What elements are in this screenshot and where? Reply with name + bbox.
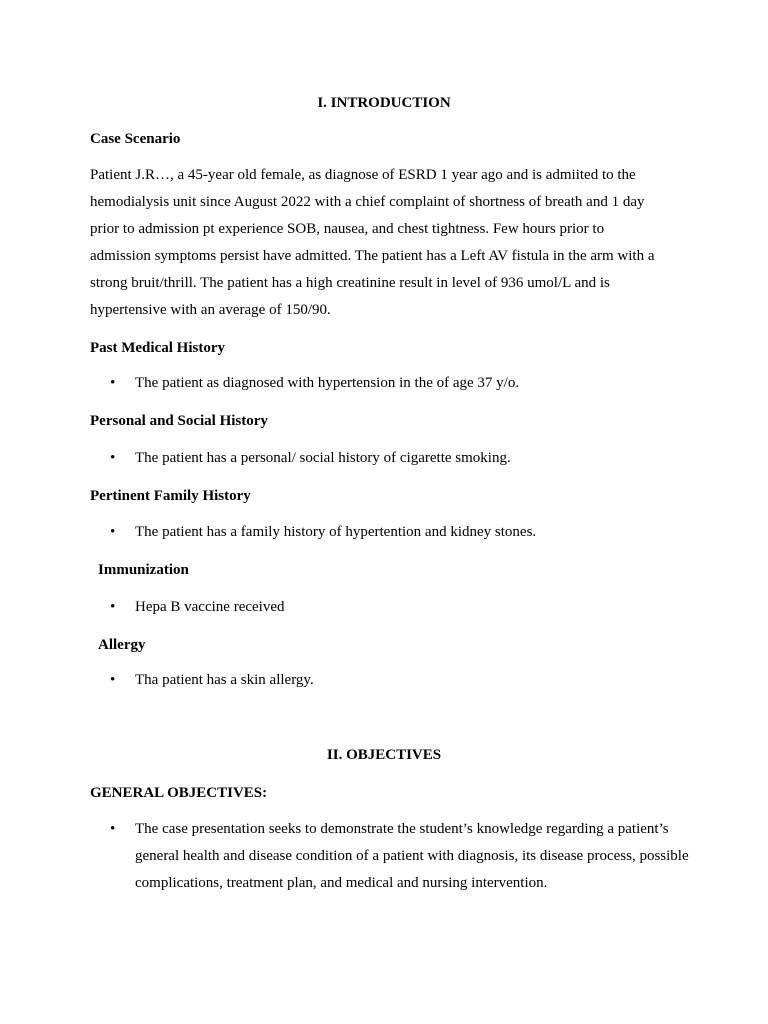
- case-scenario-heading: Case Scenario: [90, 131, 181, 147]
- case-scenario-line: Patient J.R…, a 45-year old female, as diagnose of ESRD 1 year ago and is admiited to the: [90, 167, 636, 183]
- bullet-icon: •: [110, 524, 116, 540]
- bullet-icon: •: [110, 821, 116, 837]
- bullet-icon: •: [110, 450, 116, 466]
- objectives-title: II. OBJECTIVES: [326, 747, 442, 763]
- list-item-text: Hepa B vaccine received: [135, 599, 285, 615]
- bullet-icon: •: [110, 375, 116, 391]
- bullet-icon: •: [110, 672, 116, 688]
- immunization-heading: Immunization: [98, 562, 189, 578]
- allergy-heading: Allergy: [98, 637, 146, 653]
- list-item-text: The patient has a personal/ social history of cigarette smoking.: [135, 450, 511, 466]
- case-scenario-line: hypertensive with an average of 150/90.: [90, 302, 331, 318]
- general-objectives-heading: GENERAL OBJECTIVES:: [90, 785, 268, 801]
- list-item-text: Tha patient has a skin allergy.: [135, 672, 314, 688]
- case-scenario-line: prior to admission pt experience SOB, nausea, and chest tightness. Few hours prior to: [90, 221, 605, 237]
- list-item-text: The case presentation seeks to demonstrate the student’s knowledge regarding a patient’s general health and disease condition of a patient with diagnosis, its disease process, possible complications, treatment plan, and medical and nursing intervention.: [135, 821, 689, 891]
- list-item-text: The patient has a family history of hypertention and kidney stones.: [135, 524, 537, 540]
- introduction-title: I. INTRODUCTION: [317, 95, 451, 111]
- case-scenario-line: strong bruit/thrill. The patient has a high creatinine result in level of 936 umol/L and is: [90, 275, 610, 291]
- family-history-heading: Pertinent Family History: [90, 488, 251, 504]
- past-medical-history-heading: Past Medical History: [90, 340, 225, 356]
- case-scenario-line: hemodialysis unit since August 2022 with a chief complaint of shortness of breath and 1 day: [90, 194, 645, 210]
- case-scenario-paragraph: [90, 162, 690, 324]
- bullet-icon: •: [110, 599, 116, 615]
- case-scenario-line: admission symptoms persist have admitted. The patient has a Left AV fistula in the arm with a: [90, 248, 655, 264]
- personal-social-history-heading: Personal and Social History: [90, 413, 268, 429]
- list-item-text: The patient as diagnosed with hypertension in the of age 37 y/o.: [135, 375, 520, 391]
